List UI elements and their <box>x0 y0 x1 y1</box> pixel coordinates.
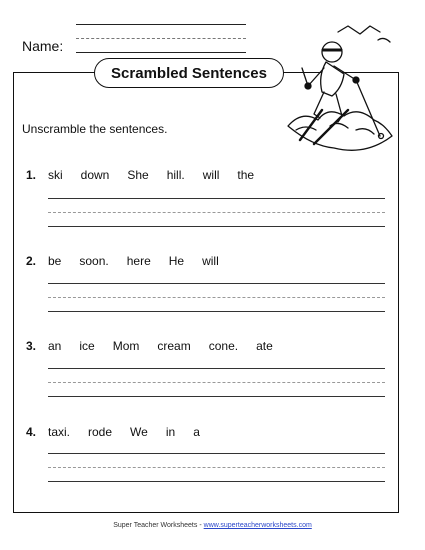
scrambled-word: down <box>80 168 110 182</box>
scrambled-word: soon. <box>79 254 109 268</box>
scrambled-word: ate <box>256 339 273 353</box>
name-field[interactable] <box>76 52 246 53</box>
answer-line-top[interactable] <box>48 283 385 284</box>
scrambled-word: an <box>48 339 62 353</box>
scrambled-word: the <box>237 168 255 182</box>
question-3 <box>26 339 291 353</box>
answer-line-bottom[interactable] <box>48 396 385 397</box>
scrambled-word: be <box>48 254 62 268</box>
scrambled-word: She <box>127 168 149 182</box>
answer-line-top[interactable] <box>48 453 385 454</box>
question-4 <box>26 425 218 439</box>
question-number: 3. <box>26 339 37 353</box>
answer-line-top[interactable] <box>48 198 385 199</box>
answer-line-mid <box>48 382 385 383</box>
scrambled-word: a <box>193 425 200 439</box>
answer-line-bottom[interactable] <box>48 481 385 482</box>
skier-icon <box>286 22 398 162</box>
scrambled-word: ice <box>79 339 95 353</box>
footer-separator: - <box>199 522 202 529</box>
answer-line-top[interactable] <box>48 368 385 369</box>
scrambled-word: in <box>165 425 176 439</box>
footer-url-link[interactable]: www.superteacherworksheets.com <box>203 522 312 529</box>
worksheet-title: Scrambled Sentences <box>94 58 284 88</box>
answer-line-mid <box>48 212 385 213</box>
scrambled-word: cone. <box>208 339 239 353</box>
scrambled-word: will <box>202 168 220 182</box>
question-number: 1. <box>26 168 37 182</box>
answer-line-mid <box>48 297 385 298</box>
answer-line-bottom[interactable] <box>48 226 385 227</box>
name-label: Name: <box>22 38 64 54</box>
question-number: 4. <box>26 425 37 439</box>
scrambled-word: Mom <box>112 339 140 353</box>
scrambled-word: will <box>202 254 219 268</box>
scrambled-word: here <box>126 254 151 268</box>
name-guide-top <box>76 24 246 25</box>
question-2 <box>26 254 237 268</box>
scrambled-word: ski <box>48 168 63 182</box>
scrambled-word: He <box>168 254 185 268</box>
question-1 <box>26 168 272 182</box>
question-number: 2. <box>26 254 37 268</box>
scrambled-word: cream <box>157 339 191 353</box>
scrambled-word: rode <box>88 425 113 439</box>
scrambled-word: taxi. <box>48 425 71 439</box>
scrambled-word: hill. <box>166 168 185 182</box>
scrambled-word: We <box>130 425 148 439</box>
answer-line-bottom[interactable] <box>48 311 385 312</box>
answer-line-mid <box>48 467 385 468</box>
footer <box>0 522 425 529</box>
name-guide-mid <box>76 38 246 39</box>
footer-brand: Super Teacher Worksheets <box>113 522 198 529</box>
instructions-text: Unscramble the sentences. <box>22 122 168 136</box>
